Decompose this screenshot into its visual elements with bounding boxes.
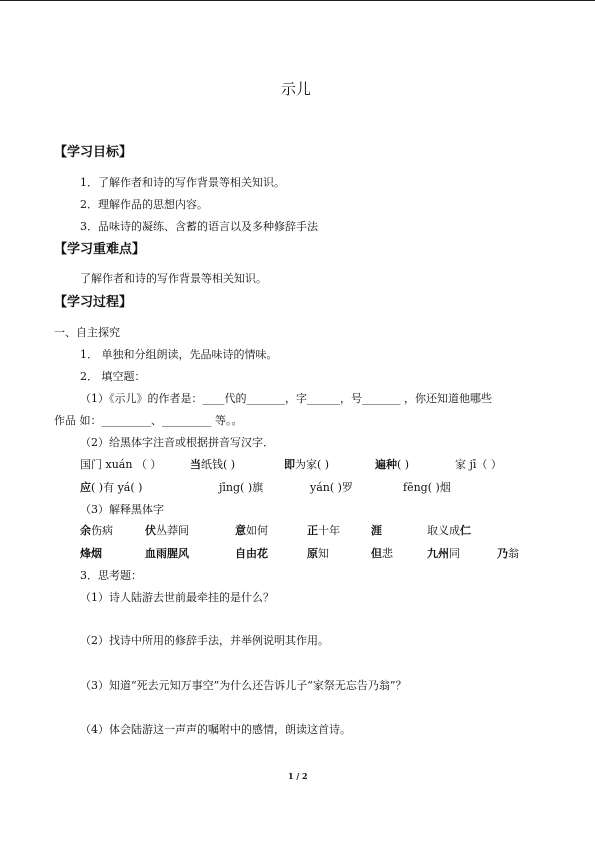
explain-item: 原知 [307,547,329,560]
explain-item: 乃翁 [497,547,519,560]
explain-item: 九州同 [427,547,460,560]
pinyin-item: 遍种( ) [375,458,410,471]
section-heading-key-points: 【学习重难点】 [54,242,146,257]
question-fill-blank: 2． 填空题： [80,370,146,383]
pinyin-item: 当纸钱( ) [190,458,236,471]
question-thinking: 3．思考题： [80,569,142,582]
objective-item: 3．品味诗的凝练、含蓄的语言以及多种修辞手法 [80,220,318,233]
explain-item: 余伤病 [80,524,113,537]
part-heading-self-inquiry: 一、自主探究 [54,326,120,339]
explain-item: 血雨腥风 [145,547,189,560]
explain-item: 正十年 [307,524,340,537]
explain-instruction: （3）解释黑体字 [80,503,164,516]
page-title: 示儿 [281,80,312,98]
pinyin-item: jīng( )旗 [219,481,264,494]
explain-item: 取义成仁 [427,524,471,537]
explain-item: 伏丛莽间 [145,524,189,537]
pinyin-item: fēng( )烟 [403,481,451,494]
explain-item: 但悲 [371,547,393,560]
thinking-item: （2）找诗中所用的修辞手法，并举例说明其作用。 [80,634,329,647]
explain-item: 自由花 [235,547,268,560]
explain-item: 烽烟 [80,547,102,560]
pinyin-item: 即为家( ) [284,458,330,471]
thinking-item: （1）诗人陆游去世前最牵挂的是什么？ [80,591,274,604]
fill-blank-pinyin-instruction: （2）给黑体字注音或根据拼音写汉字． [80,436,274,449]
key-points-text: 了解作者和诗的写作背景等相关知识。 [80,272,267,285]
pinyin-item: yán( )罗 [310,481,353,494]
thinking-item: （4）体会陆游这一声声的嘱咐中的感情，朗读这首诗。 [80,723,351,736]
thinking-item: （3）知道“死去元知万事空”为什么还告诉儿子“家祭无忘告乃翁”？ [80,679,407,692]
objective-item: 2．理解作品的思想内容。 [80,198,208,211]
objective-item: 1．了解作者和诗的写作背景等相关知识。 [80,176,285,189]
pinyin-item: 家 jī（ ） [455,458,502,471]
page-top-border [0,0,595,1]
question-reading: 1． 单独和分组朗读，先品味诗的情味。 [80,348,278,361]
fill-blank-author-line2: 作品 如：_________、_________ 等。。 [54,414,243,427]
pinyin-item: 国门 xuán （ ） [80,458,162,471]
fill-blank-author-line1: （1）《示儿》的作者是：____代的_______，字______，号_______ ，你还知道他哪些 [80,392,492,405]
explain-item: 意如何 [235,524,268,537]
pinyin-item: 应( )有 yá( ) [80,481,143,494]
page-number: 1 / 2 [288,771,308,781]
explain-item: 涯 [371,524,382,537]
section-heading-process: 【学习过程】 [54,295,133,310]
section-heading-objectives: 【学习目标】 [54,145,133,160]
